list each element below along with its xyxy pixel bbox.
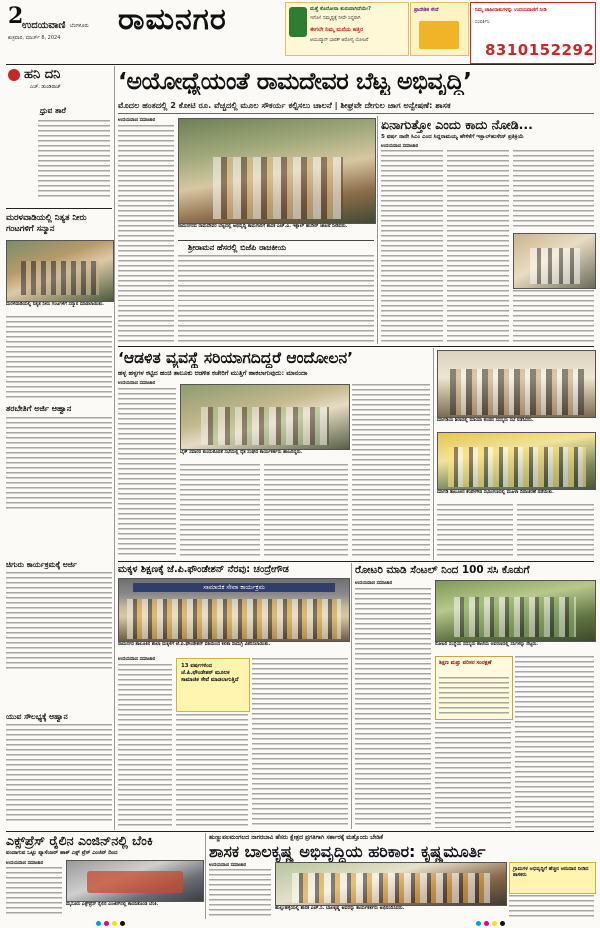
building-icon xyxy=(419,21,459,49)
sub-box-title: ಶ್ರೀರಾಮನ ಹೆಸರಲ್ಲಿ ಬಿಜೆಪಿ ರಾಜಕೀಯ xyxy=(188,243,287,252)
story-headline: ಚಿಗುರು ಕಾರ್ಯಕ್ರಮಕ್ಕೆ ಅರ್ಜಿ xyxy=(6,560,77,569)
byline: ಉದಯವಾಣಿ ಸಮಾಚಾರ xyxy=(381,144,419,149)
people-icon xyxy=(213,157,343,219)
ad-text: ಇಗೋ! ನಿಮ್ಮಷ್ಟಕ್ಕೆ ನೀವೇ ಸಿದ್ಧರಾಗಿ xyxy=(310,16,361,21)
hanidani-logo-icon xyxy=(8,69,20,81)
people-icon xyxy=(127,599,341,639)
banner-text: ಸಾಮಾಜಿಕ ಸೇವಾ ಕಾರ್ಯಕ್ರಮ xyxy=(203,583,265,591)
story-body xyxy=(118,388,176,558)
story-body-lower xyxy=(178,305,374,343)
ad-text: ಸಂಪರ್ಕಿಸಿ xyxy=(475,20,490,25)
right-mid-caption: ಮಾಗಡಿಯ ಶಿರಾದಲ್ಲಿ ಮಾಯಾ ತಂಡದ ಸದಸ್ಯರು ಸಭೆ ನಡೆಸಿದರು. xyxy=(437,418,534,423)
story-body xyxy=(6,417,112,509)
ad-text: ಪ್ರಾದೇಶಿಕ ಸೇವೆ xyxy=(414,7,439,13)
bottom-right-photo xyxy=(435,580,596,642)
bottom-right-headline: ರೋಟರಿ ಮಾಡಿ ಸೆಂಟಲ್‌ ನಿಂದ 100 ಸಸಿ ಕೊಡುಗೆ xyxy=(355,564,530,576)
footer-left-subhead: ವಂದಾಗುವ ಒಟ್ಟು ಪ್ಯಾಸೆಂಜರ್ ಹಾಕ್ ಎಕ್ಸ್ ಪ್ರೆಸ್ ಎಂಜಿನ್ ದಿಂದ xyxy=(6,850,118,856)
ad-box-service[interactable] xyxy=(410,2,469,56)
phone-icon xyxy=(289,7,307,37)
right-top-photo xyxy=(513,233,596,289)
dot-icon xyxy=(96,921,101,926)
bottom-left-headline: ಮಕ್ಕಳ ಶಿಕ್ಷಣಕ್ಕೆ ಜೆ.ಪಿ.ಫೌಂಡೇಶನ್ ನೆರವು: ಚಂದ್ರೇಗೌಡ xyxy=(118,564,289,575)
paper-name: ಉದಯವಾಣಿ xyxy=(22,20,66,31)
story-body xyxy=(515,656,594,828)
mid-photo xyxy=(180,384,350,450)
story-body xyxy=(513,150,594,230)
headline-rule xyxy=(118,113,594,114)
story-body xyxy=(352,384,430,558)
people-icon xyxy=(450,369,584,415)
banner xyxy=(133,583,335,592)
story-body xyxy=(381,150,443,342)
dot-icon xyxy=(120,921,125,926)
quote-body xyxy=(439,677,509,715)
ad-box-contact[interactable] xyxy=(470,2,596,64)
dot-icon xyxy=(492,921,497,926)
bottom-left-photo xyxy=(118,578,350,642)
story-body xyxy=(176,714,248,828)
story-body xyxy=(6,572,112,672)
right-mid-photo-2 xyxy=(437,432,596,490)
story-body xyxy=(6,316,112,400)
right-top-subhead: 5 ವರ್ಷ ನಾನೇ ಸಿಎಂ ಎಂದ ಸಿದ್ದರಾಮಯ್ಯ ಹೇಳಿಕೆಗೆ ಇಕ್ಬಾಲ್‌ಹುಸೇನ್ ಪ್ರತಿಕ್ರಿಯೆ xyxy=(381,134,524,140)
train-icon xyxy=(87,871,183,893)
column-rule xyxy=(377,116,378,344)
byline: ಉದಯವಾಣಿ ಸಮಾಚಾರ xyxy=(118,381,156,386)
page-number: 2 xyxy=(8,3,24,29)
left-column-rule xyxy=(114,66,115,830)
photo-caption: ಮರಳವಾಡಿಯಲ್ಲಿ ನಿತ್ಯತ ನೀರು ಗಂಟಗಳಿಗೆ ಸನ್ಮಾನ ಮಾಡಲಾಯಿತು. xyxy=(6,302,105,307)
story-headline: ತರಬೇತಿಗೆ ಅರ್ಜಿ ಆಹ್ವಾನ xyxy=(6,404,72,413)
footer-right-headline: ಶಾಸಕ ಬಾಲಕೃಷ್ಣ ಅಭಿವೃದ್ಧಿಯ ಹರಿಕಾರ: ಕೃಷ್ಣಮೂರ್ತಿ xyxy=(209,842,486,861)
ad-text: ಮತ್ತೆ ಕೊರೋನಾ ಶುರುವಾಗಿದೆಯೇ? xyxy=(310,6,371,12)
people-icon xyxy=(292,873,490,903)
people-icon xyxy=(21,261,99,295)
main-subhead: ಮೊದಲ ಹಂತದಲ್ಲಿ 2 ಕೋಟಿ ರೂ. ವೆಚ್ಚದಲ್ಲಿ ಮೂಲ ಸೌಕರ್ಯ ಕಲ್ಪಿಸಲು ಚಾಲನೆ | ಶೀಘ್ರವೇ ದೇಗುಲ ಜಾಗ ಅನ್ವೇಷಣೆ: ಶಾಸಕ xyxy=(118,100,451,110)
section-divider xyxy=(118,561,594,562)
main-photo xyxy=(178,118,376,224)
byline: ಉದಯವಾಣಿ ಸಮಾಚಾರ xyxy=(6,861,44,866)
sub-box xyxy=(178,240,374,303)
story-photo xyxy=(6,240,114,302)
column-rule xyxy=(351,563,352,829)
highlight-text: 13 ವರ್ಷಗಳಿಂದ ಜೆ.ಪಿ.ಫೌಂಡೇಶನ್ ಮೂಲಕ ಸಾಮಾಜಿಕ ಸೇವೆ ಮಾಡಲಾಗುತ್ತಿದೆ xyxy=(181,663,239,684)
story-body xyxy=(509,895,594,919)
people-icon xyxy=(530,248,580,284)
date-line: ಶುಕ್ರವಾರ, ಮಾರ್ಚ್ 8, 2024 xyxy=(8,35,61,41)
story-body xyxy=(513,290,594,342)
bottom-right-caption: ರೋಟರಿ ಸಂಸ್ಥೆಯ ಸದಸ್ಯರು ಶಾಲೆಯ ಆವರಣದಲ್ಲಿ ಸಸಿಗಳನ್ನು ನೆಟ್ಟರು. xyxy=(435,642,539,647)
story-body xyxy=(6,867,62,917)
main-headline: ‘ಅಯೋಧ್ಯೆಯಂತೆ ರಾಮದೇವರ ಬೆಟ್ಟ ಅಭಿವೃದ್ಧಿ’ xyxy=(118,67,472,95)
quote-title: ಶಿಕ್ಷಣ ಮತ್ತು ಪರಿಸರ ಸಂರಕ್ಷಣೆ xyxy=(439,660,492,666)
main-photo-caption: ರಾಮನಗರದ ರಾಮದೇವರ ಬೆಟ್ಟದಲ್ಲಿ ಅಭಿವೃದ್ಧಿ ಕಾಮಗಾರಿಗೆ ಶಾಸಕ ಎಚ್.ಎ. ಇಕ್ಬಾಲ್ ಹುಸೇನ್ ಚಾಲನೆ ನೀಡಿದರು. xyxy=(178,224,348,229)
story-body-lower-left xyxy=(118,305,174,343)
byline: ಉದಯವಾಣಿ ಸಮಾಚಾರ xyxy=(118,118,156,123)
right-top-headline: ಏನಾಗುತ್ತೋ ಎಂದು ಕಾದು ನೋಡಿ... xyxy=(381,117,533,132)
dot-icon xyxy=(104,921,109,926)
sub-box-body xyxy=(178,255,374,301)
story-body xyxy=(180,464,260,558)
ad-text: ನಿಮ್ಮ ಜಾಹೀರಾತುಗಳನ್ನು ಉದಯವಾಣಿಗೆ ನೀಡಿ xyxy=(475,8,547,13)
footer-highlight-box xyxy=(509,862,596,894)
footer-left-headline: ಎಕ್ಸ್‌ಪ್ರೆಸ್ ರೈಲಿನ ಎಂಜಿನ್‌ನಲ್ಲಿ ಬೆಂಕಿ xyxy=(6,833,153,848)
story-body xyxy=(264,464,348,558)
column-rule xyxy=(433,348,434,560)
registration-marks xyxy=(0,921,600,927)
dot-icon xyxy=(112,921,117,926)
highlight-box xyxy=(176,658,250,712)
ad-text: ಆಯುಷ್ಮಾನ್ ಭಾರತ್ ಆರೋಗ್ಯ ಯೋಜನೆ xyxy=(310,38,369,43)
edition-label: ಬೆಂಗಳೂರು xyxy=(70,23,89,29)
column-divider xyxy=(6,208,112,209)
mid-headline: ‘ಆಡಳಿತ ವ್ಯವಸ್ಥೆ ಸರಿಯಾಗದಿದ್ದರೆ ಆಂದೋಲನ’ xyxy=(118,349,354,367)
byline: ಉದಯವಾಣಿ ಸಮಾಚಾರ xyxy=(118,657,156,662)
hanidani-author: ಎಚ್. ಡುಂಡಿರಾಜ್ xyxy=(30,84,61,90)
story-body xyxy=(437,504,513,558)
story-body xyxy=(447,150,509,342)
story-headline: ಮರಳವಾಡಿಯಲ್ಲಿ ನಿತ್ಯತ ನೀರು ಗಂಟಗಳಿಗೆ ಸನ್ಮಾನ xyxy=(6,212,87,233)
people-icon xyxy=(454,597,576,637)
story-body xyxy=(252,658,348,828)
dot-icon xyxy=(484,921,489,926)
ad-text: ಈಗಲೇ ನಿಮ್ಮ ಮನೆಯ ಹತ್ತಿರ xyxy=(310,27,364,33)
footer-divider xyxy=(6,831,594,832)
story-body xyxy=(435,722,511,828)
dot-icon xyxy=(476,921,481,926)
story-body xyxy=(118,664,172,828)
bottom-left-caption: ರಾಮನಗರ ತಾಲೂಕಿನ ಶಾಲಾ ಮಕ್ಕಳಿಗೆ ಜೆ.ಪಿ.ಫೌಂಡೇಶನ್ ವತಿಯಿಂದ ಕಲಿಕಾ ಸಾಮಗ್ರಿ ವಿತರಿಸಲಾಯಿತು. xyxy=(118,642,271,647)
mid-subhead: ಹಳ್ಳ ಹಳ್ಳಗಳ ಕಟ್ಟಿದ ಹಂಚಿ ತಾಲೂಕು ಆಡಳಿತ ಕಚೇರಿಗೆ ಮುತ್ತಿಗೆ ಹಾಕಲಾಗುವುದು: ಮಾನಂದಾ xyxy=(118,369,308,377)
hanidani-poem-title: ಧ್ರುವ ತಾರೆ xyxy=(40,106,66,115)
people-icon xyxy=(201,407,329,445)
byline: ಉದಯವಾಣಿ ಸಮಾಚಾರ xyxy=(355,581,393,586)
right-mid-photo xyxy=(437,350,596,418)
story-body xyxy=(118,125,174,301)
footer-right-caption: ಹುಲ್ಲುಹಳ್ಳಿಯಲ್ಲಿ ಶಾಸಕ ಎಚ್.ಸಿ. ಬಾಲಕೃಷ್ಣ ಅವರನ್ನು ಕಾರ್ಯಕರ್ತರು ಅಭಿನಂದಿಸಿದರು. xyxy=(275,906,405,911)
right-mid-caption-2: ಮಾಗಡಿ ತಾಲೂಕಿನ ಕೆಂಪೇಗೌಡ ಸಭಾಂಗಣದಲ್ಲಿ ಮಹಿಳಾ ದಿನಾಚರಣೆ ನಡೆಯಿತು. xyxy=(437,490,554,495)
mid-photo-caption: ಬೈಕ್ ಸವಾರರ ಕುಂದುಕೊರತೆ ಸಭೆಯಲ್ಲಿ ರೈತ ಸಂಘದ ಕಾರ್ಯಕರ್ತರು ಹಾಜರಿದ್ದರು. xyxy=(180,450,303,455)
footer-column-rule xyxy=(205,833,206,919)
story-body xyxy=(6,724,112,824)
footer-left-caption: ಮೈಸೂರು ಎಕ್ಸ್‌ಪ್ರೆಸ್ ರೈಲಿನ ಎಂಜಿನ್‌ನಲ್ಲಿ ಕಾಣಿಸಿಕೊಂಡ ಬೆಂಕಿ. xyxy=(66,902,159,907)
story-body xyxy=(517,504,594,558)
story-body xyxy=(209,869,271,919)
highlight-text: ಗ್ರಾಮಗಳ ಅಭಿವೃದ್ಧಿಗೆ ಹೆಚ್ಚಿನ ಅನುದಾನ ನೀಡಿದ ಶಾಸಕರು xyxy=(513,866,589,879)
footer-right-photo xyxy=(275,862,507,906)
footer-right-kicker: ಹುಣ್ಣುಪಲಮಂಗಲದ ನಾಗರಬಾವಿ ಹೆಸರು ಕ್ಷೇತ್ರದ ಪ್ರಗತಿಗಾಗಿ ಸರ್ಕಾರಕ್ಕೆ ಮತ್ತೊಂದು ಬೇಡಿಕೆ xyxy=(209,834,384,841)
masthead-divider xyxy=(6,64,594,65)
quote-box xyxy=(435,656,513,720)
section-title: ರಾಮನಗರ xyxy=(118,2,227,37)
hanidani-title: ಹನಿ ದನಿ xyxy=(24,67,61,82)
story-headline: ಯುವ ಸೌಲಭ್ಯಕ್ಕೆ ಆಹ್ವಾನ xyxy=(6,712,68,721)
ad-phone[interactable]: 8310152292 xyxy=(485,41,595,59)
byline: ಉದಯವಾಣಿ ಸಮಾಚಾರ xyxy=(209,863,247,868)
people-icon xyxy=(448,447,586,487)
dot-icon xyxy=(500,921,505,926)
story-body xyxy=(355,588,431,828)
footer-left-photo xyxy=(66,860,204,902)
ad-box-health[interactable] xyxy=(285,2,409,56)
hanidani-poem-text xyxy=(38,120,110,198)
section-divider xyxy=(118,346,594,347)
